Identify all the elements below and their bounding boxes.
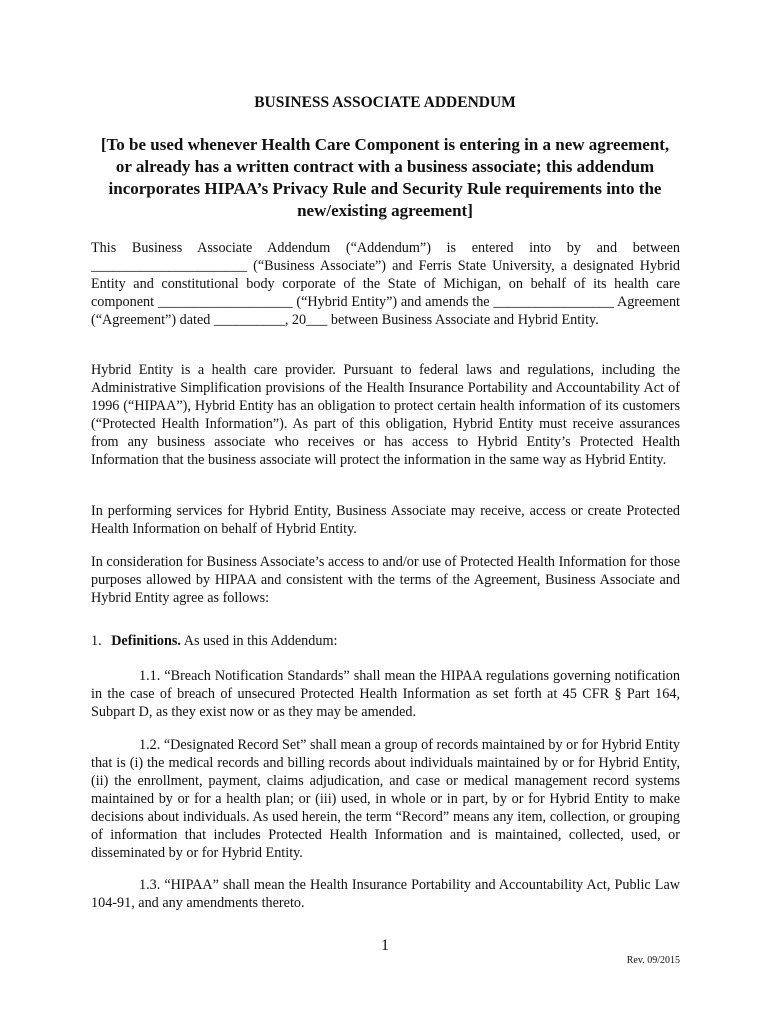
subsection-1-2: 1.2. “Designated Record Set” shall mean a group of records maintained by or for Hybrid Entity that is (i) the medical records and billing records about individuals maintained by or for Hybrid Entity, (ii) the enrollment, payment, claims adjudication, and case or medical management record systems maintained by or for a health plan; or (iii) used, in whole or in part, by or for Hybrid Entity to make decisions about individuals. As used herein, the term “Record” means any item, collection, or grouping of information that includes Protected Health Information and is maintained, collected, used, or disseminated by or for Hybrid Entity. <box>91 737 680 861</box>
subsection-1-3: 1.3. “HIPAA” shall mean the Health Insurance Portability and Accountability Act, Public Law 104-91, and any amendments thereto. <box>91 877 680 911</box>
page-number: 1 <box>381 937 389 954</box>
hybrid-entity-paragraph: Hybrid Entity is a health care provider. Pursuant to federal laws and regulations, including the Administrative Simplification provisions of the Health Insurance Portability and Accountability Act of 1996 (“HIPAA”), Hybrid Entity has an obligation to protect certain health information of its customers (“Protected Health Information”). As part of this obligation, Hybrid Entity must receive assurances from any business associate who receives or has access to Hybrid Entity’s Protected Health Information that the business associate will protect the information in the same way as Hybrid Entity. <box>91 362 680 468</box>
consideration-paragraph: In consideration for Business Associate’s access to and/or use of Protected Health Information for those purposes allowed by HIPAA and consistent with the terms of the Agreement, Business Associate and Hybrid Entity agree as follows: <box>91 554 680 606</box>
section-number: 1. <box>91 633 102 649</box>
document-subtitle: [To be used whenever Health Care Component is entering in a new agreement, or already has a written contract with a business associate; this addendum incorporates HIPAA’s Privacy Rule and Security Rule requirements into the new/existing agreement] <box>100 135 670 220</box>
revision-label: Rev. 09/2015 <box>626 955 680 966</box>
section-heading-definitions <box>91 632 680 650</box>
subsection-1-1: 1.1. “Breach Notification Standards” shall mean the HIPAA regulations governing notification in the case of breach of unsecured Protected Health Information as set forth at 45 CFR § Part 164, Subpart D, as they exist now or as they may be amended. <box>91 668 680 720</box>
intro-paragraph: This Business Associate Addendum (“Addendum”) is entered into by and between ______________________ (“Business Associate”) and Ferris State University, a designated Hybrid Entity and constitutional body corporate of the State of Michigan, on behalf of its health care component ___________________ (“Hybrid Entity”) and amends the _________________ Agreement (“Agreement”) dated __________, 20___ between Business Associate and Hybrid Entity. <box>91 240 680 328</box>
section-title: Definitions. <box>111 633 181 649</box>
services-paragraph: In performing services for Hybrid Entity, Business Associate may receive, access or create Protected Health Information on behalf of Hybrid Entity. <box>91 503 680 537</box>
section-intro: As used in this Addendum: <box>183 633 338 649</box>
document-title: BUSINESS ASSOCIATE ADDENDUM <box>254 94 516 111</box>
